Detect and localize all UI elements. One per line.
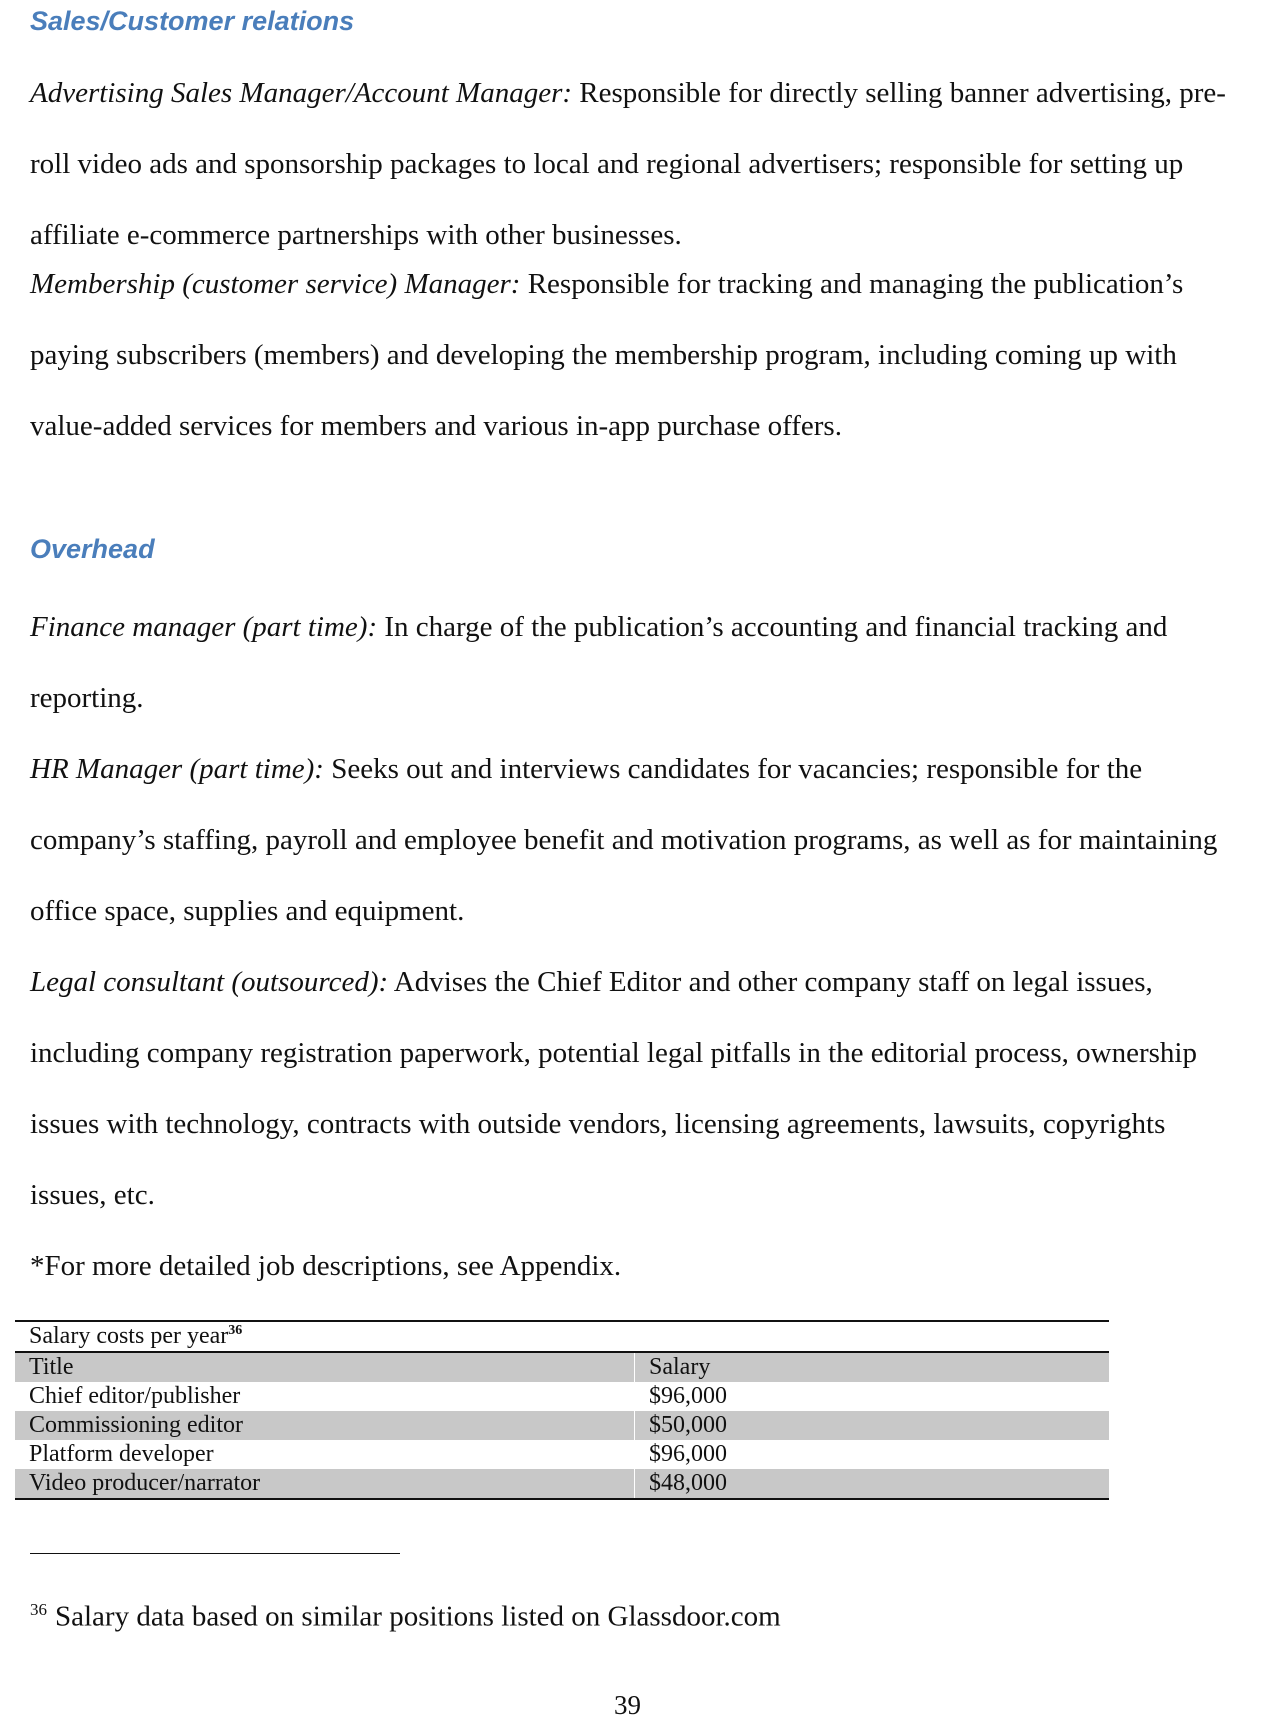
table-header-row — [15, 1352, 1109, 1382]
job-description-membership-manager — [30, 249, 1245, 462]
table-row — [15, 1469, 1109, 1499]
footnote — [30, 1600, 781, 1634]
job-text: In charge of the publication’s accounting and financial tracking and reporting. — [30, 611, 1168, 714]
table-cell-title: Video producer/narrator — [15, 1469, 635, 1499]
job-title: Advertising Sales Manager/Account Manager: — [30, 77, 573, 109]
job-text: Advises the Chief Editor and other company staff on legal issues, including company registration paperwork, potential legal pitfalls in the editorial process, ownership issues with technology, contracts with outside vendors, licensing agreements, lawsuits, copyrights issues, etc. — [30, 966, 1197, 1211]
footnote-number: 36 — [30, 1600, 47, 1619]
job-text: Seeks out and interviews candidates for vacancies; responsible for the company’s staffing, payroll and employee benefit and motivation programs, as well as for maintaining office space, supplies and equipment. — [30, 753, 1218, 927]
table-caption-text: Salary costs per year — [29, 1323, 229, 1349]
table-caption — [15, 1321, 1109, 1352]
table-header: Salary — [635, 1352, 1110, 1382]
table-cell-title: Chief editor/publisher — [29, 1383, 241, 1409]
table-header: Title — [15, 1352, 635, 1382]
table-row — [15, 1440, 1109, 1469]
table-cell-salary: $48,000 — [635, 1469, 1110, 1499]
table-row — [15, 1411, 1109, 1440]
footnote-text: Salary data based on similar positions listed on Glassdoor.com — [55, 1600, 781, 1633]
table-caption-row — [15, 1321, 1109, 1352]
section-heading-sales: Sales/Customer relations — [30, 6, 355, 36]
table-row — [15, 1382, 1109, 1411]
job-title: HR Manager (part time): — [30, 753, 324, 785]
job-text: Responsible for tracking and managing the publication’s paying subscribers (members) and developing the membership program, including coming up with value-added services for members and various in-app purchase offers. — [30, 268, 1184, 442]
page-number: 39 — [614, 1690, 641, 1720]
footnote-reference: 36 — [228, 1323, 243, 1338]
job-text: Responsible for directly selling banner advertising, pre-roll video ads and sponsorship packages to local and regional advertisers; responsible for setting up affiliate e-commerce partnerships with other businesses. — [30, 77, 1226, 251]
appendix-note: *For more detailed job descriptions, see Appendix. — [30, 1250, 622, 1282]
table-cell-salary: $96,000 — [635, 1382, 1110, 1411]
job-description-legal-consultant — [30, 947, 1245, 1231]
job-description-finance-manager — [30, 592, 1245, 734]
job-title: Membership (customer service) Manager: — [30, 268, 521, 300]
table-cell-salary: $96,000 — [635, 1440, 1110, 1469]
table-cell-title: Commissioning editor — [15, 1411, 635, 1440]
table-cell-salary: $50,000 — [635, 1411, 1110, 1440]
job-title: Legal consultant (outsourced): — [30, 966, 389, 998]
section-heading-overhead: Overhead — [30, 534, 155, 564]
salary-table — [15, 1320, 1109, 1500]
footnote-divider — [30, 1553, 400, 1554]
job-title: Finance manager (part time): — [30, 611, 378, 643]
table-cell-title: Platform developer — [29, 1441, 214, 1467]
job-description-hr-manager — [30, 734, 1245, 947]
job-description-ad-sales-manager — [30, 58, 1245, 271]
